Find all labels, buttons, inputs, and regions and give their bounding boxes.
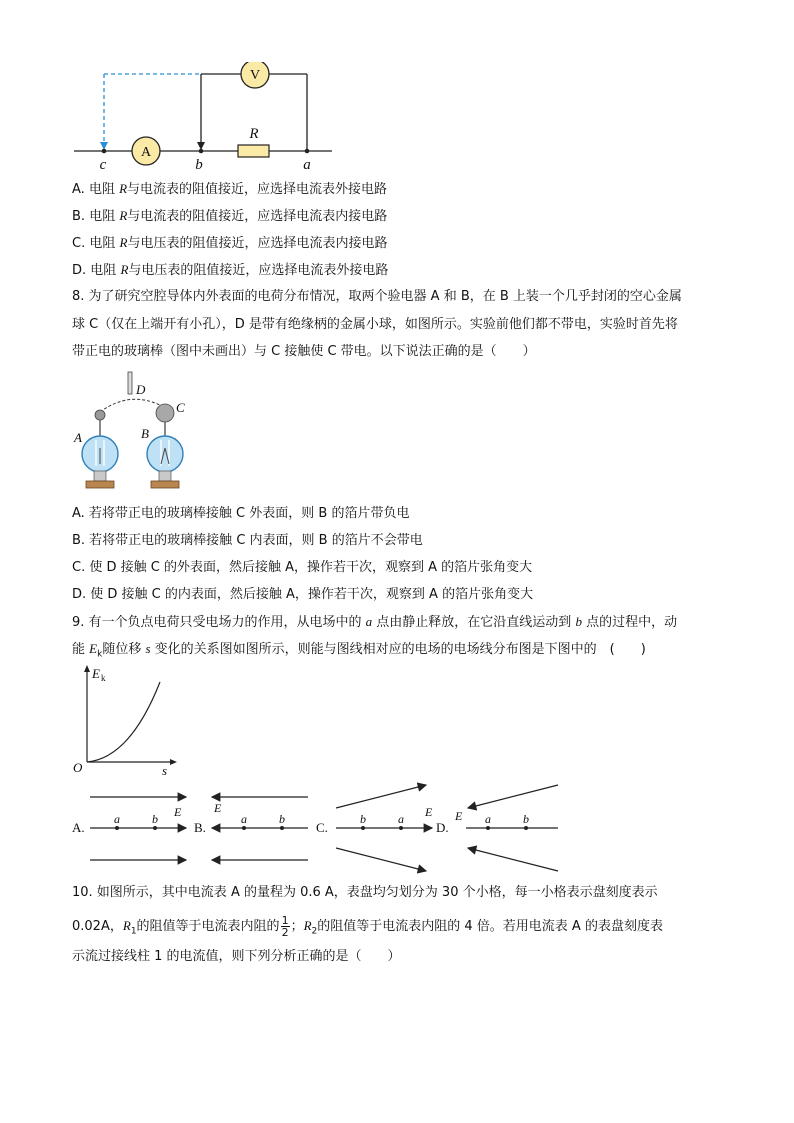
svg-text:E: E — [92, 666, 100, 681]
electroscope-b-icon — [147, 404, 183, 488]
svg-text:a: a — [303, 157, 311, 172]
svg-text:C.: C. — [316, 820, 328, 835]
svg-text:D: D — [136, 382, 146, 397]
svg-text:V: V — [249, 68, 261, 83]
q8-option-d[interactable]: D. 使 D 接触 C 的内表面，然后接触 A，操作若干次，观察到 A 的箔片张角变大 — [72, 587, 534, 602]
svg-text:b: b — [523, 812, 529, 826]
q8-option-a[interactable]: A. 若将带正电的玻璃棒接触 C 外表面，则 B 的箔片带负电 — [72, 506, 410, 521]
svg-text:a: a — [398, 812, 404, 826]
resistor-icon — [238, 145, 269, 157]
svg-text:E: E — [214, 801, 222, 815]
svg-text:b: b — [279, 812, 285, 826]
q8-option-c[interactable]: C. 使 D 接触 C 的外表面，然后接触 A，操作若干次，观察到 A 的箔片张角变大 — [72, 560, 533, 575]
svg-text:a: a — [485, 812, 491, 826]
q10-stem-line-2: 0.02A，$R_1$的阻值等于电流表内阻的 $\frac{1}{2}$ ；$R_2$的阻值等于电流表内阻的 4 倍。若用电流表 A 的表盘刻度表 — [72, 914, 663, 939]
svg-text:c: c — [99, 157, 107, 172]
svg-text:E: E — [174, 805, 182, 819]
electroscope-figure — [72, 368, 202, 496]
field-option-c[interactable] — [316, 785, 433, 871]
svg-text:O: O — [73, 760, 83, 775]
q8-stem-line-1: 8. 为了研究空腔导体内外表面的电荷分布情况，取两个验电器 A 和 B，在 B 上装一个几乎封闭的空心金属 — [72, 289, 682, 304]
q9-stem-line-1: 9. 有一个负点电荷只受电场力的作用，从电场中的 a 点由静止释放，在它沿直线运动到 b 点的过程中，动 — [72, 614, 678, 630]
svg-text:a: a — [241, 812, 247, 826]
svg-text:b: b — [152, 812, 158, 826]
svg-text:E: E — [455, 809, 463, 823]
svg-text:D.: D. — [436, 820, 449, 835]
field-option-a[interactable] — [72, 797, 186, 860]
svg-text:A: A — [74, 430, 82, 445]
field-option-d[interactable] — [436, 785, 558, 871]
field-line-options — [70, 780, 570, 875]
svg-text:b: b — [360, 812, 366, 826]
q7-option-c[interactable]: C. 电阻 R与电压表的阻值接近，应选择电流表内接电路 — [72, 235, 388, 251]
svg-text:C: C — [176, 400, 185, 415]
q7-option-d[interactable]: D. 电阻 R与电压表的阻值接近，应选择电流表外接电路 — [72, 262, 389, 278]
q10-stem-line-3: 示流过接线柱 1 的电流值，则下列分析正确的是（ ） — [72, 949, 401, 964]
one-half-fraction: $\frac{1}{2}$ — [281, 914, 289, 939]
svg-text:E: E — [425, 805, 433, 819]
svg-text:A: A — [140, 145, 152, 160]
svg-text:A.: A. — [72, 820, 85, 835]
svg-text:b: b — [195, 157, 203, 172]
circuit-diagram — [70, 62, 340, 172]
ek-s-graph — [70, 662, 180, 777]
q8-option-b[interactable]: B. 若将带正电的玻璃棒接触 C 内表面，则 B 的箔片不会带电 — [72, 533, 423, 548]
electroscope-a-icon — [82, 410, 118, 488]
svg-text:B: B — [141, 426, 149, 441]
svg-text:R: R — [249, 126, 259, 142]
q9-stem-line-2: 能 $E_k$随位移 s 变化的关系图如图所示，则能与图线相对应的电场的电场线分布图是下图中的 ( ) — [72, 641, 646, 660]
svg-text:k: k — [101, 673, 106, 683]
ek-curve — [87, 682, 160, 762]
ammeter-icon — [132, 137, 160, 165]
q7-option-a[interactable]: A. 电阻 R与电流表的阻值接近，应选择电流表外接电路 — [72, 181, 388, 197]
q7-option-b[interactable]: B. 电阻 R与电流表的阻值接近，应选择电流表内接电路 — [72, 208, 388, 224]
field-option-b[interactable] — [194, 797, 308, 860]
q8-stem-line-3: 带正电的玻璃棒（图中未画出）与 C 接触使 C 带电。以下说法正确的是（ ） — [72, 344, 536, 359]
q8-stem-line-2: 球 C（仅在上端开有小孔），D 是带有绝缘柄的金属小球，如图所示。实验前他们都不带电，实验时首先将 — [72, 317, 678, 332]
voltmeter-icon — [241, 62, 269, 88]
svg-text:B.: B. — [194, 820, 206, 835]
svg-text:s: s — [162, 763, 168, 777]
svg-text:a: a — [114, 812, 120, 826]
q10-stem-line-1: 10. 如图所示，其中电流表 A 的量程为 0.6 A，表盘均匀划分为 30 个小格，每一小格表示盘刻度表示 — [72, 885, 658, 900]
